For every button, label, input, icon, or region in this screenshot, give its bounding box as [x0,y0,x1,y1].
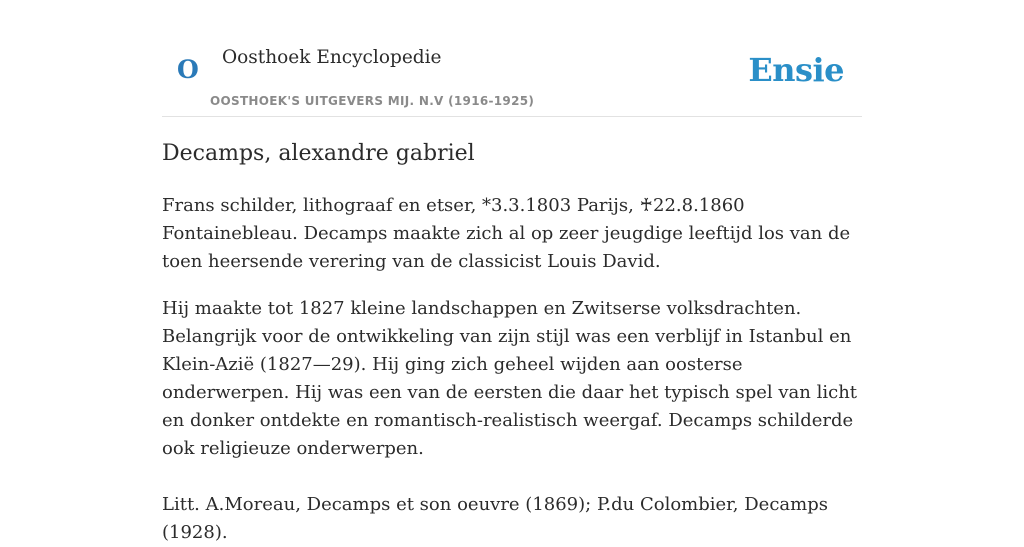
source-logo: O [177,55,199,84]
source-title-link[interactable]: Oosthoek Encyclopedie [222,47,442,68]
brand-logo-link[interactable]: Ensie [748,51,844,89]
source-header [162,0,862,117]
article [162,136,862,547]
article-paragraph: Hij maakte tot 1827 kleine landschappen en Zwitserse volksdrachten. Belangrijk voor de ontwikkeling van zijn stijl was een verblijf in Istanbul en Klein-Azië (1827—29). Hij ging zich geheel wijden aan oosterse onderwerpen. Hij was een van de eersten die daar het typisch spel van licht en donker ontdekte en romantisch-realistisch weergaf. Decamps schilderde ook religieuze onderwerpen. [162,298,858,459]
article-title: Decamps, alexandre gabriel [162,141,475,166]
article-literature: Litt. A.Moreau, Decamps et son oeuvre (1869); P.du Colombier, Decamps (1928). [162,494,828,543]
article-paragraph: Frans schilder, lithograaf en etser, *3.3.1803 Parijs, ♰22.8.1860 Fontainebleau. Decamps maakte zich al op zeer jeugdige leeftijd los van de toen heersende verering van de classicist Louis David. [162,195,851,272]
source-publisher: OOSTHOEK'S UITGEVERS MIJ. N.V (1916-1925) [210,94,535,108]
